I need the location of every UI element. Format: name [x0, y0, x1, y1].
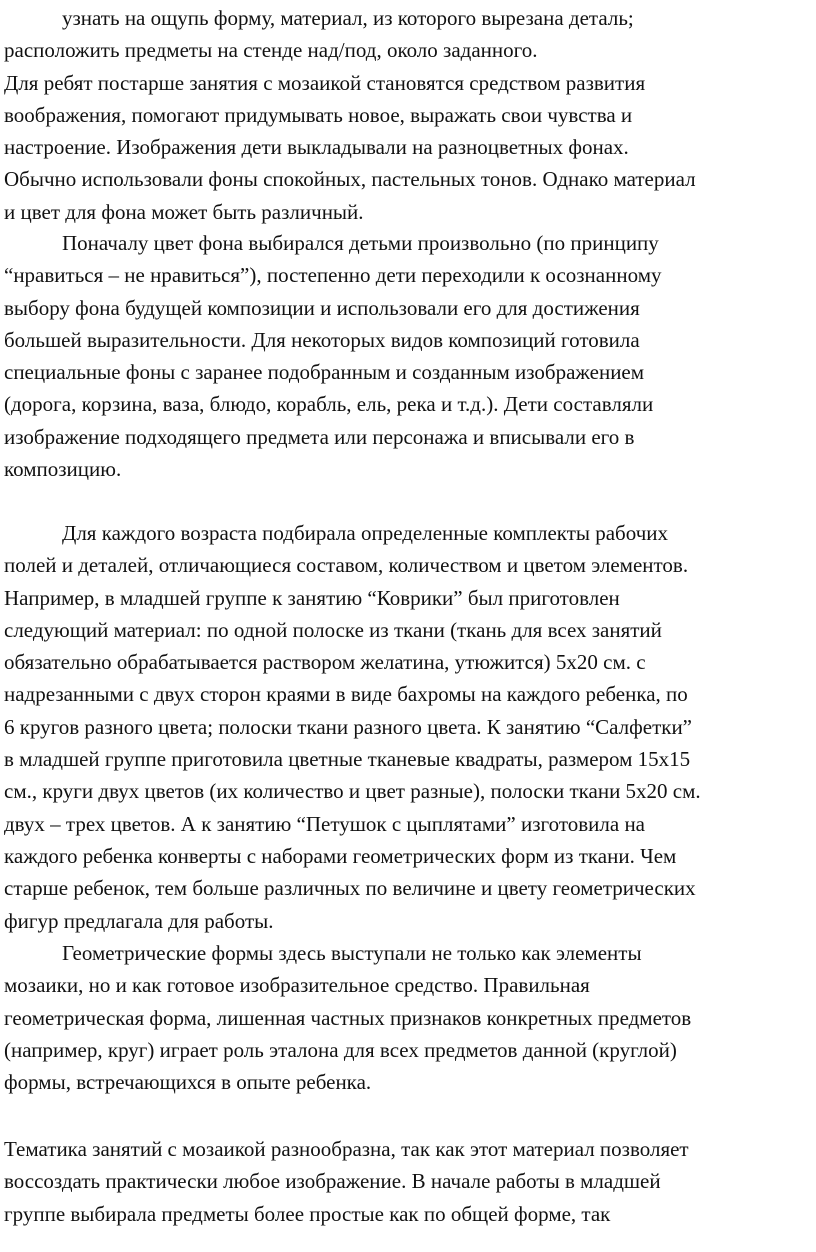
paragraph — [4, 227, 661, 485]
text-line: и цвет для фона может быть различный. — [4, 199, 364, 224]
text-line: группе выбирала предметы более простые как по общей форме, так — [4, 1201, 611, 1226]
text-line: (например, круг) играет роль эталона для всех предметов данной (круглой) — [4, 1037, 677, 1062]
text-line: изображение подходящего предмета или персонажа и вписывали его в — [4, 424, 635, 449]
text-line: Для каждого возраста подбирала определенные комплекты рабочих — [62, 521, 668, 545]
text-line: Обычно использовали фоны спокойных, пастельных тонов. Однако материал — [4, 167, 696, 192]
text-line: расположить предметы на стенде над/под, около заданного. — [4, 38, 538, 63]
text-line: старше ребенок, тем больше различных по величине и цвету геометрических — [4, 876, 696, 901]
text-line: воссоздать практически любое изображение. В начале работы в младшей — [4, 1169, 661, 1194]
text-line: полей и деталей, отличающиеся составом, количеством и цветом элементов. — [4, 553, 689, 578]
text-line: композицию. — [4, 457, 122, 482]
text-line: каждого ребенка конверты с наборами геометрических форм из ткани. Чем — [4, 843, 677, 868]
text-line: узнать на ощупь форму, материал, из которого вырезана деталь; — [62, 6, 634, 30]
text-line: Например, в младшей группе к занятию “Коврики” был приготовлен — [4, 585, 620, 610]
text-line: выбору фона будущей композиции и использовали его для достижения — [4, 295, 640, 320]
text-line: двух – трех цветов. А к занятию “Петушок с цыплятами” изготовила на — [4, 811, 646, 836]
text-line: (дорога, корзина, ваза, блюдо, корабль, ель, река и т.д.). Дети составляли — [4, 392, 654, 417]
paragraph — [4, 1133, 689, 1230]
text-line: в младшей группе приготовила цветные тканевые квадраты, размером 15х15 — [4, 747, 691, 772]
text-line: фигур предлагала для работы. — [4, 908, 274, 933]
paragraph — [4, 2, 696, 228]
text-line: см., круги двух цветов (их количество и цвет разные), полоски ткани 5х20 см. — [4, 779, 701, 804]
paragraph — [4, 517, 701, 937]
text-line: большей выразительности. Для некоторых видов композиций готовила — [4, 327, 640, 352]
text-line: Геометрические формы здесь выступали не только как элементы — [62, 941, 642, 965]
paragraph — [4, 937, 691, 1098]
text-line: Поначалу цвет фона выбирался детьми произвольно (по принципу — [62, 231, 659, 255]
text-line: специальные фоны с заранее подобранным и созданным изображением — [4, 360, 645, 385]
text-line: обязательно обрабатывается раствором желатина, утюжится) 5х20 см. с — [4, 650, 646, 675]
text-line: Для ребят постарше занятия с мозаикой становятся средством развития — [4, 70, 646, 95]
text-line: формы, встречающихся в опыте ребенка. — [4, 1070, 372, 1095]
text-line: Тематика занятий с мозаикой разнообразна, так как этот материал позволяет — [4, 1137, 689, 1161]
text-line: следующий материал: по одной полоске из ткани (ткань для всех занятий — [4, 617, 662, 642]
text-line: надрезанными с двух сторон краями в виде бахромы на каждого ребенка, по — [4, 682, 688, 707]
text-line: 6 кругов разного цвета; полоски ткани разного цвета. К занятию “Салфетки” — [4, 714, 693, 739]
text-line: геометрическая форма, лишенная частных признаков конкретных предметов — [4, 1005, 692, 1030]
text-line: “нравиться – не нравиться”), постепенно дети переходили к осознанному — [4, 263, 662, 288]
text-line: воображения, помогают придумывать новое, выражать свои чувства и — [4, 102, 633, 127]
text-line: мозаики, но и как готовое изобразительное средство. Правильная — [4, 973, 590, 998]
text-line: настроение. Изображения дети выкладывали на разноцветных фонах. — [4, 135, 629, 160]
